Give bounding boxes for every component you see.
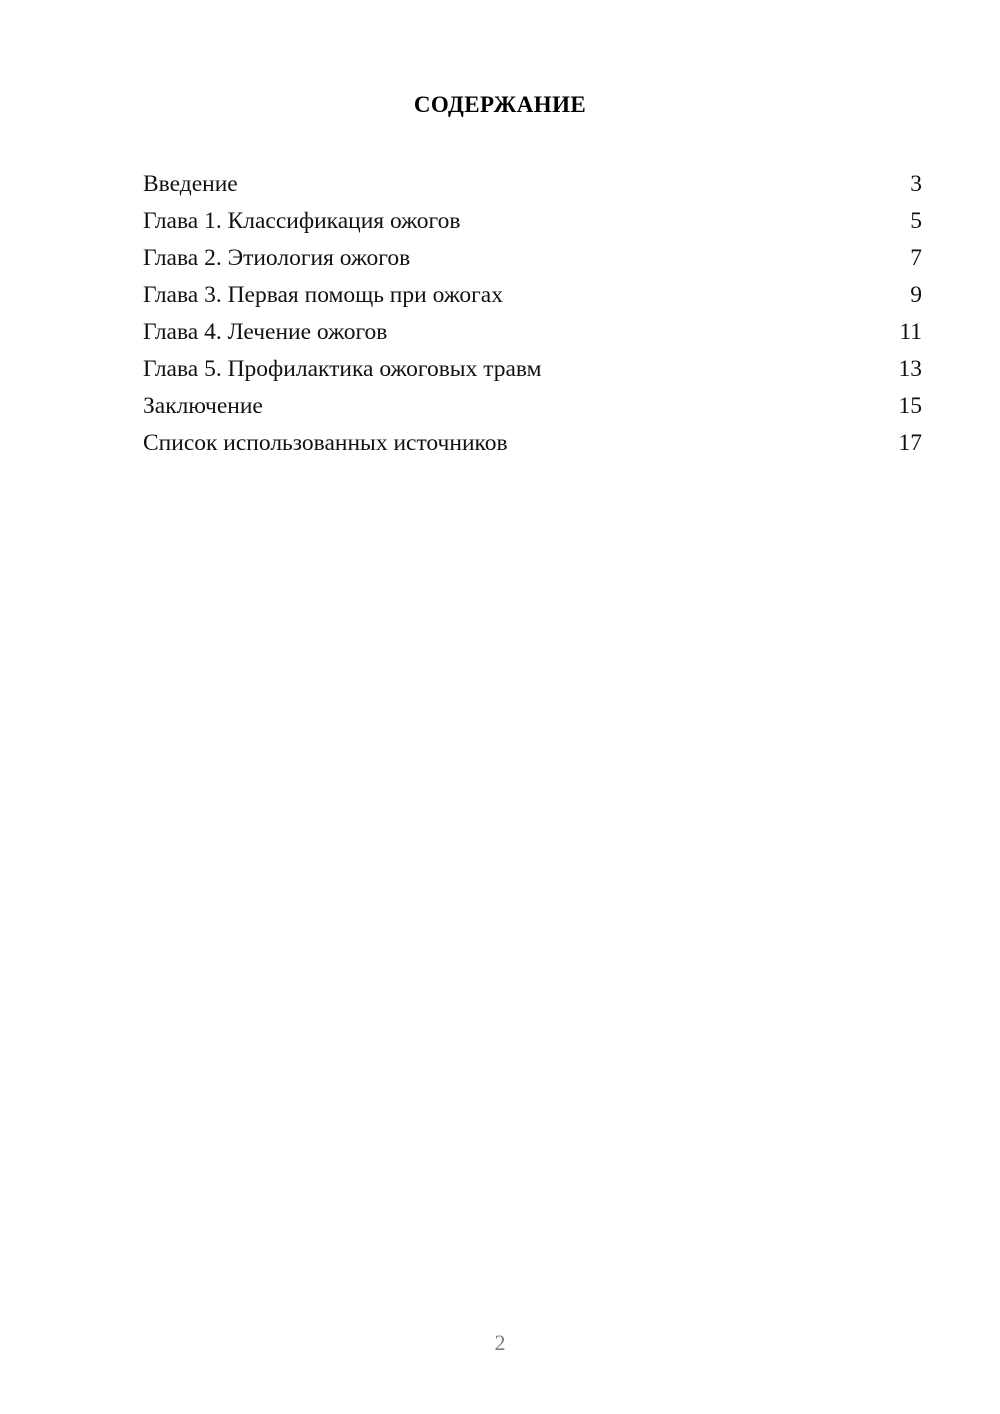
toc-entry-label: Введение bbox=[143, 171, 238, 197]
toc-entry-conclusion[interactable] bbox=[143, 388, 922, 425]
toc-entry-label: Глава 4. Лечение ожогов bbox=[143, 319, 388, 345]
toc-entry-label: Глава 1. Классификация ожогов bbox=[143, 208, 461, 234]
toc-entry-chapter-3[interactable] bbox=[143, 277, 922, 314]
toc-entry-label: Глава 3. Первая помощь при ожогах bbox=[143, 282, 503, 308]
toc-entry-chapter-5[interactable] bbox=[143, 351, 922, 388]
toc-entry-label: Заключение bbox=[143, 393, 263, 419]
toc-entry-introduction[interactable] bbox=[143, 166, 922, 203]
toc-entry-page-number: 3 bbox=[910, 171, 922, 197]
toc-entry-page-number: 7 bbox=[910, 245, 922, 271]
toc-entry-page-number: 15 bbox=[898, 393, 922, 419]
toc-entry-label: Список использованных источников bbox=[143, 430, 508, 456]
toc-entry-chapter-2[interactable] bbox=[143, 240, 922, 277]
toc-entry-chapter-1[interactable] bbox=[143, 203, 922, 240]
toc-entry-page-number: 13 bbox=[898, 356, 922, 382]
footer-page-number: 2 bbox=[494, 1330, 506, 1355]
toc-entry-chapter-4[interactable] bbox=[143, 314, 922, 351]
toc-entry-page-number: 5 bbox=[910, 208, 922, 234]
page-title: СОДЕРЖАНИЕ bbox=[413, 92, 587, 117]
toc-entry-page-number: 9 bbox=[910, 282, 922, 308]
toc-entry-label: Глава 5. Профилактика ожоговых травм bbox=[143, 356, 542, 382]
toc-entry-references[interactable] bbox=[143, 425, 922, 462]
toc-entry-label: Глава 2. Этиология ожогов bbox=[143, 245, 411, 271]
toc-entry-page-number: 17 bbox=[898, 430, 922, 456]
table-of-contents-list bbox=[143, 166, 922, 462]
toc-entry-page-number: 11 bbox=[899, 319, 922, 345]
